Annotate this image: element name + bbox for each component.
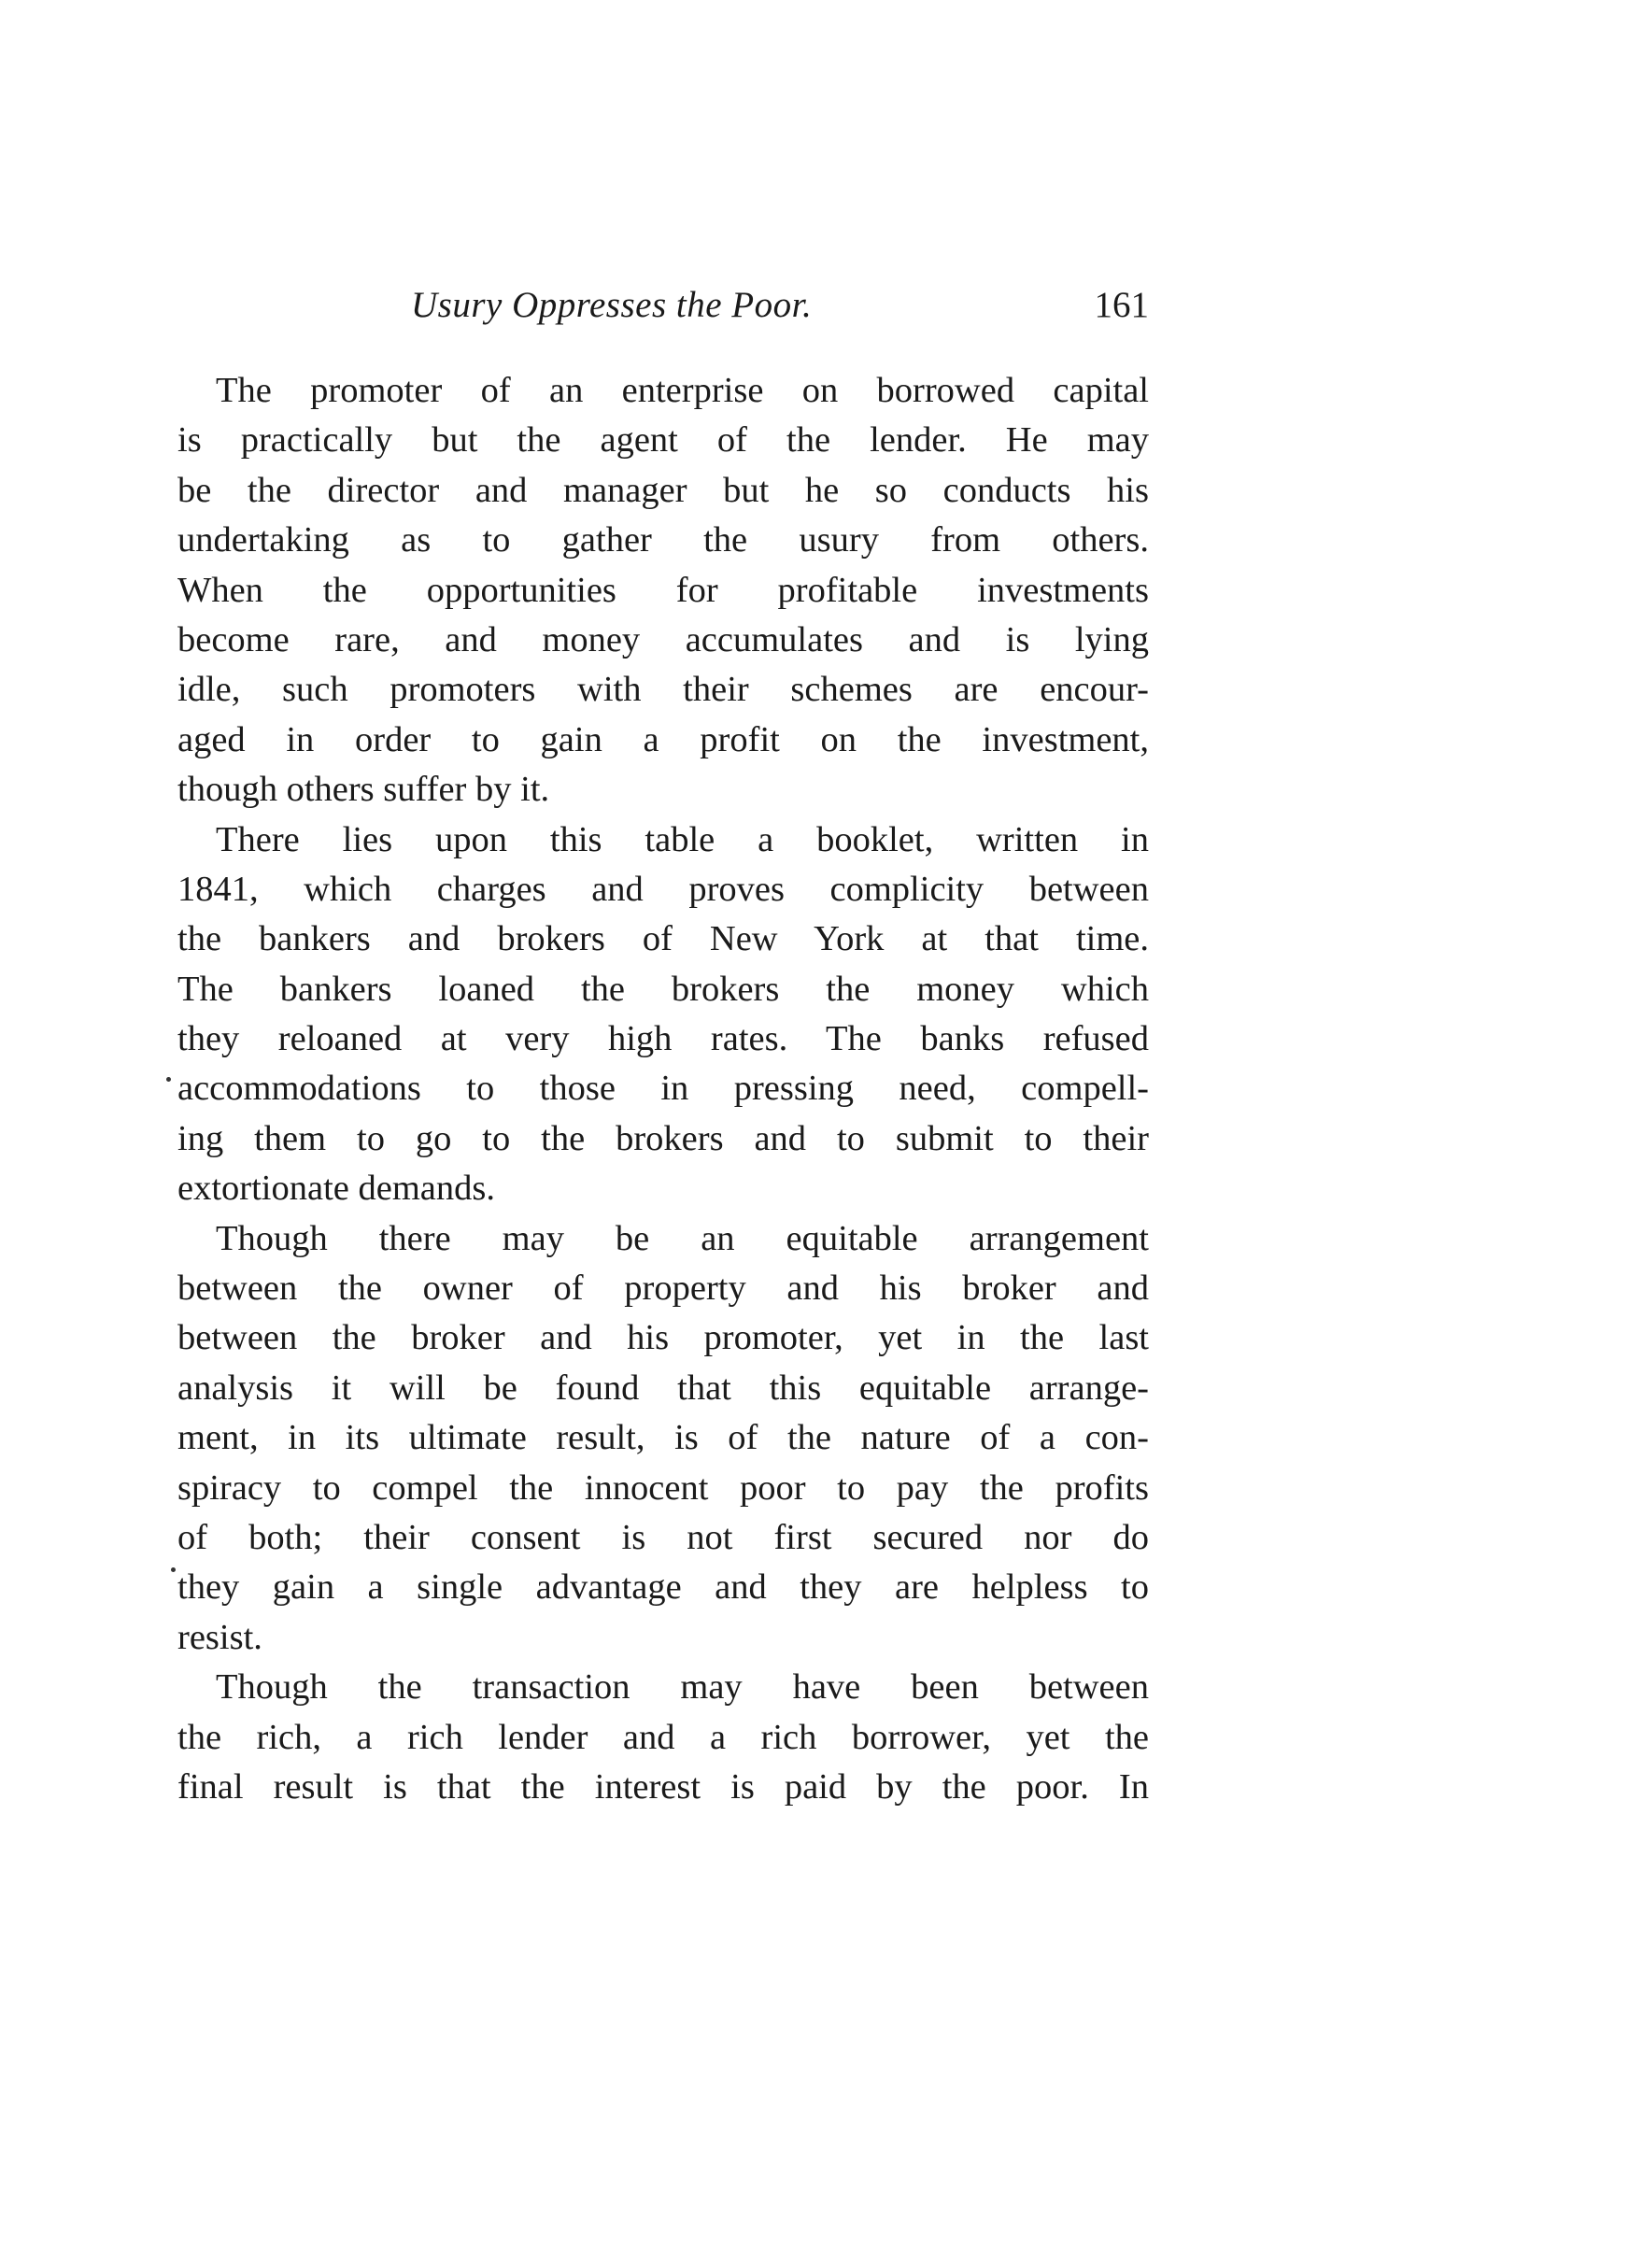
text-line: Though the transaction may have been between	[216, 1667, 1149, 1708]
paragraph-3	[177, 1214, 1149, 1664]
text-line: The promoter of an enterprise on borrowed capital	[216, 371, 1149, 410]
paragraph-4	[177, 1663, 1149, 1812]
text-line: Though there may be an equitable arrangement	[216, 1218, 1149, 1258]
text-line: is practically but the agent of the lender. He may	[177, 420, 1149, 461]
running-head	[177, 284, 1149, 340]
text-line: be the director and manager but he so conducts his	[177, 470, 1149, 510]
text-line: analysis it will be found that this equitable arrange-	[177, 1368, 1149, 1408]
page-number: 161	[1094, 285, 1149, 325]
text-line: between the owner of property and his broker and	[177, 1269, 1149, 1309]
margin-speck	[166, 1077, 171, 1082]
text-line: There lies upon this table a booklet, written in	[216, 819, 1149, 859]
text-line: they reloaned at very high rates. The banks refused	[177, 1019, 1149, 1059]
text-line: resist.	[177, 1617, 262, 1657]
paragraph-1	[177, 366, 1149, 815]
text-line: extortionate demands.	[177, 1169, 495, 1209]
text-line: 1841, which charges and proves complicity between	[177, 869, 1149, 909]
text-line: the bankers and brokers of New York at that time.	[177, 919, 1149, 959]
paragraph-2	[177, 815, 1149, 1214]
margin-speck	[171, 1567, 176, 1572]
text-line: though others suffer by it.	[177, 770, 550, 810]
text-line: ment, in its ultimate result, is of the nature of a con-	[177, 1418, 1149, 1458]
text-line: of both; their consent is not first secured nor do	[177, 1517, 1149, 1557]
text-line: they gain a single advantage and they are helpless to	[177, 1567, 1149, 1608]
text-line: aged in order to gain a profit on the investment,	[177, 719, 1149, 759]
body-text	[177, 366, 1149, 1812]
text-line: spiracy to compel the innocent poor to pay the profits	[177, 1467, 1149, 1508]
text-line: idle, such promoters with their schemes are encour-	[177, 670, 1149, 710]
text-line: final result is that the interest is paid by the poor. In	[177, 1766, 1149, 1807]
text-line: the rich, a rich lender and a rich borrower, yet the	[177, 1717, 1149, 1757]
text-line: The bankers loaned the brokers the money which	[177, 969, 1149, 1009]
text-line: accommodations to those in pressing need, compell-	[177, 1069, 1149, 1109]
text-line: become rare, and money accumulates and is lying	[177, 619, 1149, 659]
text-line: When the opportunities for profitable investments	[177, 570, 1149, 610]
text-line: ing them to go to the brokers and to submit to their	[177, 1118, 1149, 1158]
running-title: Usury Oppresses the Poor.	[411, 285, 813, 325]
text-line: between the broker and his promoter, yet in the last	[177, 1318, 1149, 1358]
text-line: undertaking as to gather the usury from others.	[177, 520, 1149, 560]
